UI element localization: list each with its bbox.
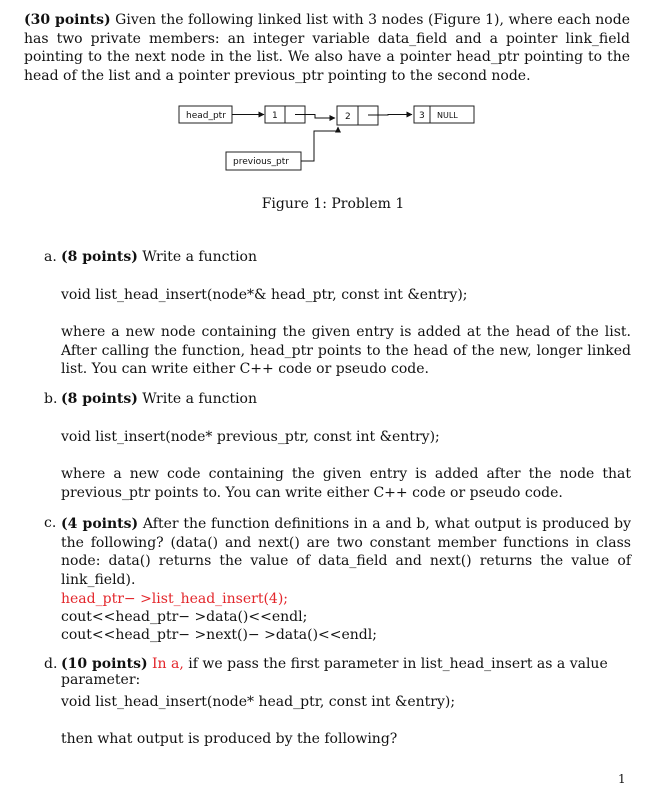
head-ptr-label: head_ptr	[186, 111, 226, 121]
previous-ptr-arrow	[301, 127, 338, 161]
part-a-head-text: Write a function	[137, 249, 257, 265]
part-c-code-line3: cout<<head_ptr− >next()− >data()<<endl;	[61, 627, 377, 643]
linked-list-figure	[0, 0, 666, 200]
part-d-code: void list_head_insert(node* head_ptr, const int &entry);	[61, 694, 456, 710]
node2-value: 2	[345, 112, 351, 122]
part-c-heading	[61, 515, 631, 589]
part-b-description: where a new code containing the given entry is added after the node that previous_ptr points to. You can write either C++ code or pseudo code.	[61, 466, 631, 501]
figure-caption: Figure 1: Problem 1	[261, 196, 405, 212]
part-d-label: d.	[44, 656, 58, 672]
part-d-tail: then what output is produced by the following?	[61, 731, 398, 747]
part-c-code-line2: cout<<head_ptr− >data()<<endl;	[61, 609, 308, 625]
part-b-code: void list_insert(node* previous_ptr, const int &entry);	[61, 429, 440, 445]
node2-link-arrow	[368, 115, 412, 116]
part-d-red-prefix: In a,	[147, 656, 184, 672]
intro-text: Given the following linked list with 3 nodes (Figure 1), where each node has two private members: an integer variable data_field and a pointer link_field pointing to the next node in the list. We also have a pointer head_ptr pointing to the head of the list and a pointer previous_ptr pointing to the second node.	[24, 12, 630, 84]
page-number: 1	[618, 772, 626, 786]
part-b-head-text: Write a function	[137, 391, 257, 407]
part-d-points: (10 points)	[61, 656, 148, 672]
part-b-label: b.	[44, 391, 58, 407]
part-a-code: void list_head_insert(node*& head_ptr, const int &entry);	[61, 287, 468, 303]
previous-ptr-label: previous_ptr	[233, 157, 289, 167]
part-b-points: (8 points)	[61, 391, 138, 407]
part-b-heading	[61, 391, 631, 407]
part-c-points: (4 points)	[61, 516, 139, 532]
node3-value: 3	[419, 111, 425, 121]
part-c-code-line1: head_ptr− >list_head_insert(4);	[61, 591, 289, 607]
node1-value: 1	[272, 111, 278, 121]
part-a-points: (8 points)	[61, 249, 138, 265]
part-a-label: a.	[44, 249, 57, 265]
part-a-heading	[61, 249, 631, 265]
intro-points: (30 points)	[24, 12, 111, 28]
part-c-label: c.	[44, 515, 57, 531]
null-label: NULL	[437, 111, 458, 120]
part-a-description: where a new node containing the given entry is added at the head of the list. After calling the function, head_ptr points to the head of the new, longer linked list. You can write either C++ code or pseudo code.	[61, 324, 631, 378]
part-d-heading	[61, 656, 631, 688]
part-d-head-text: if we pass the first parameter in list_head_insert as a value parameter:	[61, 656, 608, 688]
part-c-head-text: After the function definitions in a and b, what output is produced by the following? (data() and next() are two constant member functions in class node: data() returns the value of data_field and next() returns the value of link_field).	[61, 516, 631, 588]
